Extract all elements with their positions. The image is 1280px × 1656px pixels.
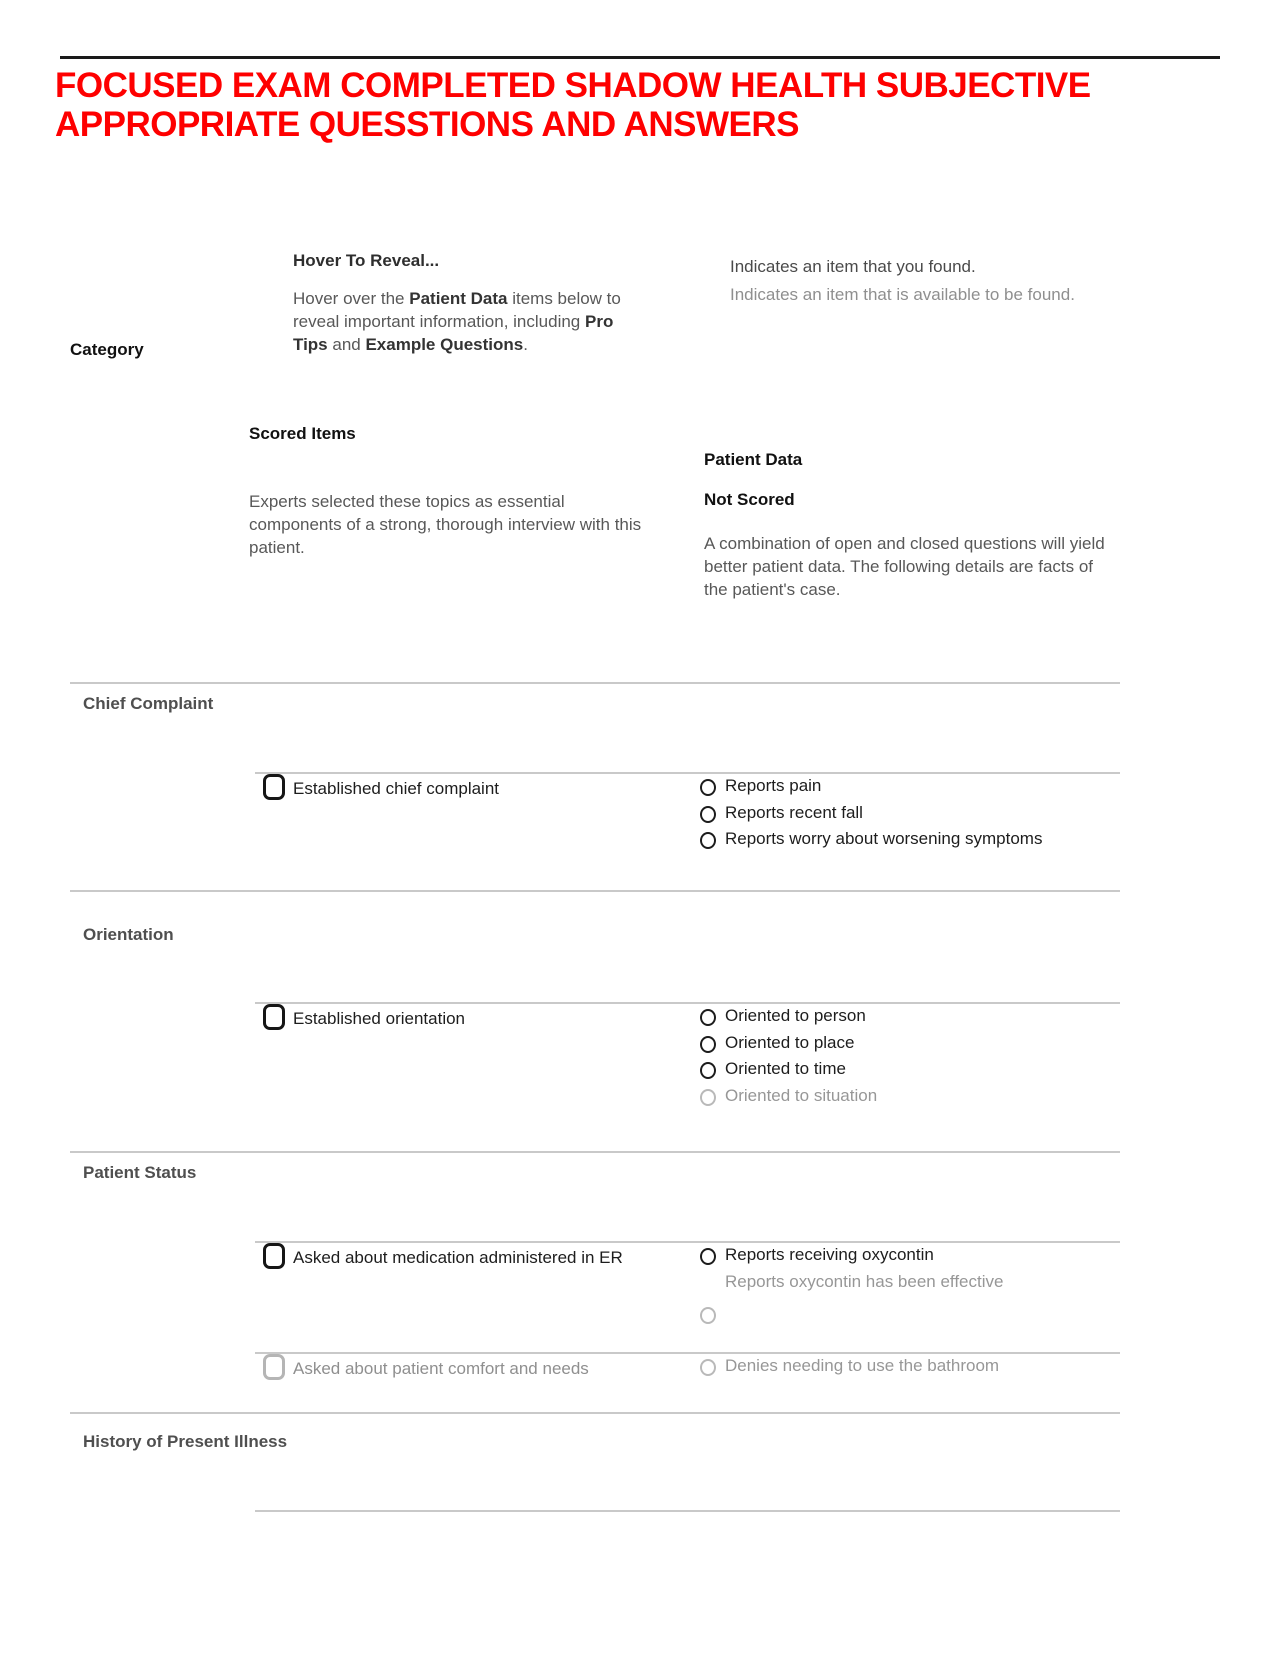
section-divider bbox=[70, 682, 1120, 684]
not-scored-body: A combination of open and closed questions will yield better patient data. The following details are facts of the patient's case. bbox=[704, 534, 1105, 599]
patient-data-text: Reports oxycontin has been effective bbox=[725, 1271, 1004, 1291]
patient-data-text: Oriented to place bbox=[725, 1032, 855, 1052]
section-heading-history-of-present-illness: History of Present Illness bbox=[83, 1432, 288, 1451]
section-heading-patient-status: Patient Status bbox=[83, 1163, 197, 1182]
patient-data-item[interactable] bbox=[700, 1085, 1120, 1112]
hover-to-reveal-body bbox=[293, 287, 645, 356]
patient-data-text: Denies needing to use the bathroom bbox=[725, 1356, 1000, 1375]
row-divider bbox=[255, 1352, 1120, 1354]
patient-data-list bbox=[700, 1355, 1130, 1382]
found-circle-icon bbox=[700, 806, 716, 823]
row-divider bbox=[255, 1241, 1120, 1243]
patient-data-item[interactable] bbox=[700, 775, 1120, 802]
patient-data-heading: Patient Data bbox=[704, 450, 803, 469]
patient-data-list bbox=[700, 1244, 1120, 1330]
patient-data-text: Reports receiving oxycontin bbox=[725, 1245, 934, 1264]
found-circle-icon bbox=[700, 1036, 716, 1053]
found-circle-icon bbox=[700, 1009, 716, 1026]
scored-item-label: Asked about medication administered in ER bbox=[293, 1248, 623, 1267]
found-circle-icon bbox=[700, 779, 716, 796]
patient-data-text: Reports recent fall bbox=[725, 802, 863, 822]
scored-item-label: Asked about patient comfort and needs bbox=[293, 1359, 589, 1378]
row-divider bbox=[255, 1002, 1120, 1004]
top-rule bbox=[60, 56, 1220, 59]
not-scored-heading: Not Scored bbox=[704, 490, 795, 509]
patient-data-text: Oriented to situation bbox=[725, 1085, 878, 1105]
checkbox-asked-about-comfort[interactable] bbox=[263, 1354, 285, 1380]
patient-data-list bbox=[700, 775, 1120, 855]
scored-items-body: Experts selected these topics as essential components of a strong, thorough interview with this patient. bbox=[249, 492, 642, 557]
available-circle-icon bbox=[700, 1359, 716, 1376]
found-circle-icon bbox=[700, 832, 716, 849]
found-circle-icon bbox=[700, 1062, 716, 1079]
section-divider bbox=[70, 890, 1120, 892]
patient-data-item[interactable] bbox=[700, 1271, 1120, 1298]
page-title: FOCUSED EXAM COMPLETED SHADOW HEALTH SUBJECTIVE APPROPRIATE QUESSTIONS AND ANSWERS bbox=[55, 66, 1091, 144]
patient-data-list bbox=[700, 1005, 1120, 1111]
patient-data-item[interactable] bbox=[700, 1058, 1120, 1085]
found-indicator-note: Indicates an item that you found. bbox=[730, 257, 976, 276]
patient-data-text: Reports worry about worsening symptoms bbox=[725, 829, 1043, 848]
patient-data-item[interactable] bbox=[700, 1032, 1120, 1059]
hover-text: . bbox=[523, 335, 528, 354]
patient-data-item[interactable] bbox=[700, 802, 1120, 829]
section-divider bbox=[70, 1412, 1120, 1414]
available-indicator-note: Indicates an item that is available to be found. bbox=[730, 285, 1075, 304]
hover-text: and bbox=[327, 335, 366, 354]
row-divider bbox=[255, 1510, 1120, 1512]
patient-data-item[interactable] bbox=[700, 1303, 1120, 1330]
patient-data-item[interactable] bbox=[700, 828, 1120, 855]
section-divider bbox=[70, 1151, 1120, 1153]
patient-data-text: Oriented to time bbox=[725, 1059, 846, 1078]
patient-data-text: Reports pain bbox=[725, 776, 822, 795]
checkbox-established-chief-complaint[interactable] bbox=[263, 774, 285, 800]
patient-data-item[interactable] bbox=[700, 1244, 1120, 1271]
available-circle-icon bbox=[700, 1089, 716, 1106]
row-divider bbox=[255, 772, 1120, 774]
hover-to-reveal-heading: Hover To Reveal... bbox=[293, 251, 440, 270]
category-label: Category bbox=[70, 340, 144, 359]
patient-data-term: Patient Data bbox=[409, 289, 508, 308]
patient-data-item[interactable] bbox=[700, 1355, 1130, 1382]
found-circle-icon bbox=[700, 1248, 716, 1265]
scored-items-heading: Scored Items bbox=[249, 424, 356, 443]
scored-item-label: Established orientation bbox=[293, 1009, 466, 1028]
section-heading-orientation: Orientation bbox=[83, 925, 174, 944]
example-questions-term: Example Questions bbox=[365, 335, 524, 354]
section-heading-chief-complaint: Chief Complaint bbox=[83, 694, 214, 713]
hover-text: Hover over the bbox=[293, 289, 410, 308]
available-circle-icon bbox=[700, 1307, 716, 1324]
scored-item-label: Established chief complaint bbox=[293, 779, 500, 798]
pro-tips-term: Pro Tips bbox=[293, 312, 614, 354]
patient-data-item[interactable] bbox=[700, 1005, 1120, 1032]
hover-text: items below to reveal important information, including bbox=[293, 289, 621, 331]
patient-data-text: Oriented to person bbox=[725, 1006, 866, 1025]
checkbox-established-orientation[interactable] bbox=[263, 1004, 285, 1030]
